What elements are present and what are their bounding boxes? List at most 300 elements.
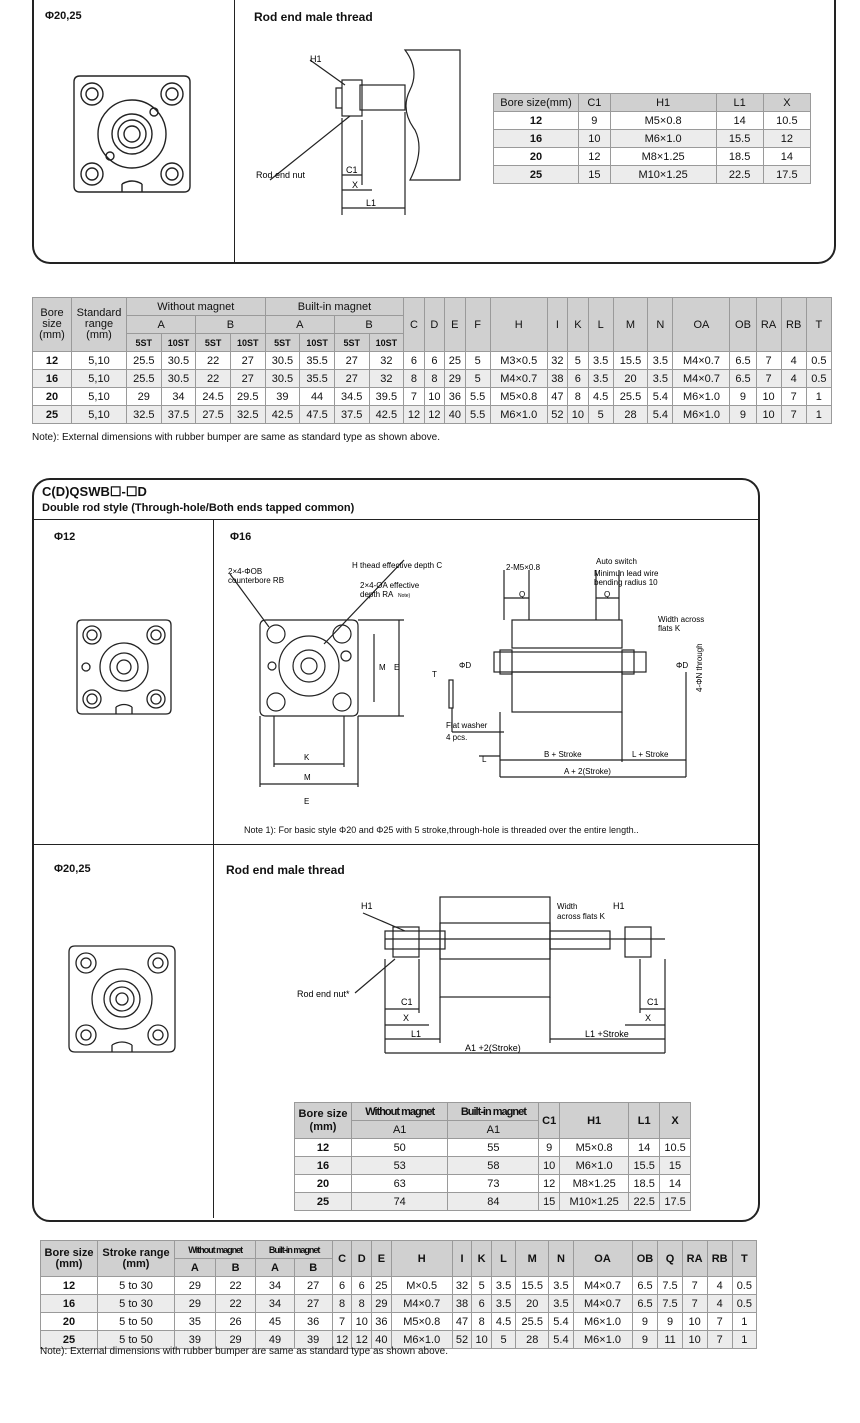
table-row [295, 1157, 691, 1175]
table-cell: 37.5 [161, 406, 196, 424]
label-x: X [352, 180, 359, 190]
label-l-stroke: L + Stroke [632, 750, 669, 759]
table-cell: 7.5 [658, 1277, 682, 1295]
table-cell: 5 to 50 [98, 1331, 175, 1349]
table-cell: 22 [215, 1277, 256, 1295]
table-cell: M6×1.0 [673, 406, 730, 424]
table-cell: 9 [658, 1313, 682, 1331]
col-header-bore: Bore size (mm) [41, 1241, 98, 1277]
table-cell: 5,10 [72, 406, 127, 424]
table-cell: 10 [682, 1313, 707, 1331]
table-cell: 28 [516, 1331, 549, 1349]
col-header: L1 [716, 94, 763, 112]
table-cell: 15 [660, 1157, 691, 1175]
label-t: T [432, 670, 437, 679]
table-cell: 20 [41, 1313, 98, 1331]
rod-end-drawing-2 [295, 893, 675, 1058]
table-cell: 9 [632, 1331, 658, 1349]
label-h1-right: H1 [613, 901, 625, 911]
label-auto-switch: Auto switch [596, 557, 637, 566]
label-width1: Width across [658, 615, 705, 624]
table-cell: 10.5 [660, 1139, 691, 1157]
table-cell: 34.5 [334, 388, 369, 406]
label-width2: flats K [658, 624, 681, 633]
table-cell: 12 [352, 1331, 372, 1349]
table-cell: 22 [215, 1295, 256, 1313]
table-cell: M4×0.7 [490, 370, 547, 388]
table-cell: 6 [352, 1277, 372, 1295]
end-view-drawing-top [70, 72, 194, 196]
table-cell: 3.5 [549, 1277, 573, 1295]
col-header: C1 [579, 94, 611, 112]
table-row [41, 1295, 757, 1313]
table-cell: 7.5 [658, 1295, 682, 1313]
table-cell: 5 [491, 1331, 515, 1349]
label-l1-stroke: L1 +Stroke [585, 1029, 629, 1039]
table-cell: 6.5 [632, 1295, 658, 1313]
table-cell: 3.5 [648, 352, 673, 370]
col-header-without: Without magnet [352, 1103, 448, 1121]
table-cell: 29 [372, 1295, 392, 1313]
table-cell: 8 [568, 388, 588, 406]
table-cell: 10 [424, 388, 444, 406]
table-row: 25 15 M10×1.25 22.5 17.5 [494, 166, 811, 184]
table-cell: M6×1.0 [573, 1331, 632, 1349]
table-cell: 25 [372, 1277, 392, 1295]
table-cell: 18.5 [629, 1175, 660, 1193]
table-cell: M5×0.8 [560, 1139, 629, 1157]
col-header-builtin: Built-in magnet [256, 1241, 332, 1259]
table-cell: 8 [424, 370, 444, 388]
table-cell: 3.5 [549, 1295, 573, 1313]
label-b-stroke: B + Stroke [544, 750, 582, 759]
table-cell: 15.5 [516, 1277, 549, 1295]
table-cell: 4 [781, 352, 806, 370]
label-ob: 2×4-ΦOB [228, 567, 263, 576]
table-cell: 32 [369, 370, 404, 388]
table-cell: 25 [33, 406, 72, 424]
table-2-note: Note): External dimensions with rubber bumper are same as standard type as shown above. [40, 1346, 448, 1357]
label-oa: 2×4-OA effective [360, 581, 420, 590]
table-cell: 6 [472, 1295, 492, 1313]
table-2-mini-body [295, 1139, 691, 1211]
table-cell: 12 [33, 352, 72, 370]
table-cell: 9 [539, 1139, 560, 1157]
col-header: H1 [610, 94, 716, 112]
table-cell: 5.5 [465, 406, 490, 424]
label-e-vert: E [394, 663, 400, 672]
label-note-sup: Note) [398, 593, 411, 599]
table-cell: 74 [352, 1193, 448, 1211]
table-cell: 9 [730, 406, 756, 424]
table-cell: 4.5 [588, 388, 613, 406]
table-row [295, 1193, 691, 1211]
table-cell: 10 [352, 1313, 372, 1331]
table-cell: 29 [445, 370, 465, 388]
table-cell: 5,10 [72, 370, 127, 388]
table-cell: 6 [424, 352, 444, 370]
label-lead1: Minimun lead wire [594, 569, 659, 578]
table-cell: 6 [568, 370, 588, 388]
table-cell: 27 [334, 352, 369, 370]
table-cell: 34 [256, 1295, 294, 1313]
table-cell: 36 [445, 388, 465, 406]
table-2-body [41, 1277, 757, 1349]
table-cell: 12 [332, 1331, 352, 1349]
table-cell: 5.4 [648, 406, 673, 424]
label-e: E [304, 797, 310, 806]
table-row [33, 406, 832, 424]
table-cell: 42.5 [369, 406, 404, 424]
table-cell: 3.5 [588, 370, 613, 388]
table-cell: 3.5 [588, 352, 613, 370]
table-cell: M4×0.7 [573, 1295, 632, 1313]
table-cell: 28 [613, 406, 648, 424]
rod-title-2: Rod end male thread [226, 863, 345, 877]
table-cell: 55 [448, 1139, 539, 1157]
label-d: ΦD [459, 661, 472, 670]
label-l1: L1 [366, 198, 377, 208]
table-cell: 15.5 [629, 1157, 660, 1175]
table-cell: 73 [448, 1175, 539, 1193]
table-cell: M6×1.0 [490, 406, 547, 424]
subtitle: Double rod style (Through-hole/Both ends tapped common) [42, 502, 355, 514]
table-cell: 1 [806, 388, 831, 406]
table-cell: 4 [707, 1277, 732, 1295]
table-cell: 32 [452, 1277, 472, 1295]
table-row: 16 10 M6×1.0 15.5 12 [494, 130, 811, 148]
phi16-label: Φ16 [230, 531, 252, 543]
label-pcs: 4 pcs. [446, 733, 468, 742]
table-cell: 5.4 [549, 1331, 573, 1349]
label-m: M [304, 773, 311, 782]
table-cell: 25 [295, 1193, 352, 1211]
table-cell: 30.5 [265, 352, 300, 370]
table-cell: 25.5 [127, 370, 162, 388]
table-row [41, 1277, 757, 1295]
table-cell: 7 [404, 388, 424, 406]
table-cell: 32 [369, 352, 404, 370]
table-cell: 12 [424, 406, 444, 424]
table-cell: 0.5 [806, 370, 831, 388]
table-cell: 84 [448, 1193, 539, 1211]
table-cell: 5.5 [465, 388, 490, 406]
table-cell: 10 [539, 1157, 560, 1175]
label-x-left: X [403, 1013, 410, 1023]
table-cell: 53 [352, 1157, 448, 1175]
table-cell: 5 to 30 [98, 1277, 175, 1295]
col-header-without-magnet: Without magnet [127, 298, 266, 316]
table-cell: 16 [33, 370, 72, 388]
table-cell: 34 [256, 1277, 294, 1295]
col-header-range: Standard range (mm) [72, 298, 127, 352]
table-cell: 14 [629, 1139, 660, 1157]
rod-end-drawing-top [250, 40, 480, 230]
table-cell: 29 [175, 1295, 216, 1313]
table-cell: 5 [465, 370, 490, 388]
table-1-body [33, 352, 832, 424]
table-cell: 7 [682, 1295, 707, 1313]
table-cell: 39 [294, 1331, 332, 1349]
table-cell: M6×1.0 [573, 1313, 632, 1331]
col-header: Bore size(mm) [494, 94, 579, 112]
table-cell: 47 [452, 1313, 472, 1331]
table-cell: 47.5 [300, 406, 335, 424]
table-cell: 10 [756, 406, 781, 424]
table-cell: 38 [452, 1295, 472, 1313]
table-cell: 25 [41, 1331, 98, 1349]
table-cell: 34 [161, 388, 196, 406]
table-cell: M4×0.7 [573, 1277, 632, 1295]
table-cell: 7 [707, 1313, 732, 1331]
table-cell: 5 [568, 352, 588, 370]
table-cell: M4×0.7 [673, 370, 730, 388]
table-cell: 7 [332, 1313, 352, 1331]
table-cell: 8 [472, 1313, 492, 1331]
table-cell: 49 [256, 1331, 294, 1349]
table-cell: 1 [732, 1331, 756, 1349]
divider-line [213, 845, 214, 1218]
table-cell: M6×1.0 [560, 1157, 629, 1175]
table-cell: 12 [41, 1277, 98, 1295]
table-cell: 12 [404, 406, 424, 424]
table-cell: 3.5 [491, 1277, 515, 1295]
phi2025-label: Φ20,25 [54, 863, 91, 875]
table-cell: 24.5 [196, 388, 231, 406]
table-cell: 6 [332, 1277, 352, 1295]
table-cell: 32 [547, 352, 567, 370]
divider-line [34, 519, 758, 520]
table-cell: 30.5 [161, 370, 196, 388]
table-cell: 36 [294, 1313, 332, 1331]
label-d2: ΦD [676, 661, 689, 670]
label-rod-end-nut: Rod end nut [256, 170, 306, 180]
table-row [41, 1313, 757, 1331]
table-cell: 63 [352, 1175, 448, 1193]
table-cell: 40 [372, 1331, 392, 1349]
table-cell: 35.5 [300, 352, 335, 370]
label-h1-left: H1 [361, 901, 373, 911]
table-1-note: Note): External dimensions with rubber bumper are same as standard type as shown above. [32, 432, 440, 443]
table-cell: 6.5 [730, 352, 756, 370]
table-cell: 5 to 30 [98, 1295, 175, 1313]
table-cell: 8 [332, 1295, 352, 1313]
table-cell: 10 [472, 1331, 492, 1349]
dimension-table-1: Bore size (mm) Standard range (mm) Without magnet Built-in magnet C D E F H I K L M N OA OB RA RB T A B A B 5ST 10ST 5ST 10ST 5ST 10ST 5ST 10ST 12 5,10 25.5 30.5 22 27 30.5 35.5 27 32 6 6 25 5 M3×0.5 32 5 3.5 15.5 3.5 M4×0.7 6.5 7 4 0.5 16 5,10 25.5 30.5 22 27 30.5 35.5 27 32 8 8 29 5 M4×0.7 38 6 3.5 20 3.5 M4×0.7 6.5 7 4 0.5 20 5,10 29 34 24.5 29.5 39 44 34.5 39.5 7 10 36 5.5 M5×0.8 47 8 4.5 25.5 5.4 M6×1.0 9 10 7 1 25 5,10 32.5 37.5 27.5 32.5 42.5 47.5 37.5 42.5 12 12 40 5.5 M6×1.0 52 10 5 28 5.4 M6×1.0 9 10 7 1 [32, 297, 832, 424]
table-cell: 7 [781, 388, 806, 406]
table-row [295, 1139, 691, 1157]
label-x-right: X [645, 1013, 652, 1023]
table-cell: 15.5 [613, 352, 648, 370]
table-cell: 35.5 [300, 370, 335, 388]
table-cell: M10×1.25 [560, 1193, 629, 1211]
table-cell: 16 [41, 1295, 98, 1313]
table-row [33, 370, 832, 388]
table-cell: M5×0.8 [490, 388, 547, 406]
col-header-builtin-magnet: Built-in magnet [265, 298, 404, 316]
table-cell: 5.4 [648, 388, 673, 406]
table-row [295, 1175, 691, 1193]
table-cell: 30.5 [265, 370, 300, 388]
table-cell: 27 [294, 1295, 332, 1313]
divider-line [213, 520, 214, 844]
table-cell: 29 [175, 1277, 216, 1295]
table-cell: 9 [730, 388, 756, 406]
table-cell: 8 [352, 1295, 372, 1313]
table-cell: 25 [445, 352, 465, 370]
label-h1: H1 [310, 54, 322, 64]
table-cell: 7 [781, 406, 806, 424]
table-cell: 1 [806, 406, 831, 424]
label-a1-stroke: A1 +2(Stroke) [465, 1043, 521, 1053]
rod-end-table-2: Bore size (mm) Without magnet Built-in magnet C1 H1 L1 X A1 A1 12 50 55 9 M5×0.8 14 10.5 16 53 58 10 M6×1.0 15.5 15 20 63 73 12 M8×1.25 18.5 14 25 74 84 15 M10×1.25 22.5 17.5 [294, 1102, 691, 1211]
table-cell: 4.5 [491, 1313, 515, 1331]
table-cell: 39 [265, 388, 300, 406]
table-row [33, 352, 832, 370]
table-cell: 40 [445, 406, 465, 424]
table-cell: 42.5 [265, 406, 300, 424]
table-cell: 10 [756, 388, 781, 406]
end-view-phi2025 [66, 943, 178, 1055]
label-width-1: Width [557, 902, 578, 911]
table-cell: 5 to 50 [98, 1313, 175, 1331]
table-cell: 29 [215, 1331, 256, 1349]
note1: Note 1): For basic style Φ20 and Φ25 with 5 stroke,through-hole is threaded over the entire length.. [244, 825, 639, 835]
table-cell: 45 [256, 1313, 294, 1331]
table-cell: 20 [33, 388, 72, 406]
table-cell: 30.5 [161, 352, 196, 370]
table-cell: 4 [707, 1295, 732, 1313]
col-header-bore: Bore size (mm) [295, 1103, 352, 1139]
phi12-label: Φ12 [54, 531, 76, 543]
table-cell: 39 [175, 1331, 216, 1349]
label-c1-left: C1 [401, 997, 413, 1007]
table-cell: 37.5 [334, 406, 369, 424]
end-view-phi12 [74, 617, 174, 717]
table-cell: 25.5 [516, 1313, 549, 1331]
label-m5: 2-M5×0.8 [506, 563, 541, 572]
label-c1: C1 [346, 165, 358, 175]
table-cell: 39.5 [369, 388, 404, 406]
label-a-stroke: A + 2(Stroke) [564, 767, 611, 776]
table-cell: M6×1.0 [391, 1331, 452, 1349]
table-cell: 5 [465, 352, 490, 370]
label-counterbore: counterbore RB [228, 576, 285, 585]
table-cell: 44 [300, 388, 335, 406]
label-l: L [482, 755, 487, 764]
col-header-bore: Bore size (mm) [33, 298, 72, 352]
label-q1: Q [519, 590, 526, 599]
table-cell: 3.5 [648, 370, 673, 388]
table-cell: 38 [547, 370, 567, 388]
label-c1-right: C1 [647, 997, 659, 1007]
label-rod-end-nut-2: Rod end nut* [297, 989, 350, 999]
divider-line [34, 844, 758, 845]
table-cell: 20 [613, 370, 648, 388]
table-cell: 50 [352, 1139, 448, 1157]
table-cell: 20 [516, 1295, 549, 1313]
table-cell: 5 [472, 1277, 492, 1295]
label-ra: depth RA [360, 590, 394, 599]
label-flat-washer: Flat washer [446, 721, 488, 730]
table-row [33, 388, 832, 406]
table-cell: 26 [215, 1313, 256, 1331]
table-cell: M8×1.25 [560, 1175, 629, 1193]
table-cell: 27 [230, 352, 265, 370]
table-cell: 22 [196, 352, 231, 370]
table-cell: M×0.5 [391, 1277, 452, 1295]
table-cell: 22 [196, 370, 231, 388]
label-lead2: bending radius 10 [594, 578, 658, 587]
top-divider [234, 0, 235, 262]
table-cell: 58 [448, 1157, 539, 1175]
table-cell: M4×0.7 [673, 352, 730, 370]
table-cell: 11 [658, 1331, 682, 1349]
label-k: K [304, 753, 310, 762]
table-cell: 6.5 [730, 370, 756, 388]
table-cell: 5.4 [549, 1313, 573, 1331]
col-header-builtin: Built-in magnet [448, 1103, 539, 1121]
table-cell: 52 [547, 406, 567, 424]
table-row: 20 12 M8×1.25 18.5 14 [494, 148, 811, 166]
label-l1-left: L1 [411, 1029, 422, 1039]
top-phi-label: Φ20,25 [45, 10, 82, 22]
top-rod-title: Rod end male thread [254, 10, 373, 24]
label-q2: Q [604, 590, 611, 599]
table-cell: 15 [539, 1193, 560, 1211]
table-cell: 12 [539, 1175, 560, 1193]
table-cell: 27 [230, 370, 265, 388]
label-hthead: H thead effective depth C [352, 561, 443, 570]
table-cell: 8 [404, 370, 424, 388]
table-cell: 32.5 [127, 406, 162, 424]
table-cell: 5,10 [72, 388, 127, 406]
table-row: 12 9 M5×0.8 14 10.5 [494, 112, 811, 130]
table-cell: 12 [295, 1139, 352, 1157]
table-cell: 47 [547, 388, 567, 406]
table-cell: 27 [334, 370, 369, 388]
rod-end-table-top [493, 93, 811, 184]
table-cell: 14 [660, 1175, 691, 1193]
table-cell: 5,10 [72, 352, 127, 370]
table-cell: 4 [781, 370, 806, 388]
table-cell: 36 [372, 1313, 392, 1331]
label-n-through: 4-ΦN through [695, 643, 704, 692]
table-cell: 17.5 [660, 1193, 691, 1211]
label-m-vert: M [379, 663, 386, 672]
table-cell: 7 [756, 370, 781, 388]
table-cell: 0.5 [732, 1295, 756, 1313]
table-cell: 32.5 [230, 406, 265, 424]
dimension-table-2: Bore size (mm) Stroke range (mm) Without magnet Built-in magnet C D E H I K L M N OA OB Q RA RB T A B A B 12 5 to 30 29 22 34 27 6 6 25 M×0.5 32 5 3.5 15.5 3.5 M4×0.7 6.5 7.5 7 4 0.5 16 5 to 30 29 22 34 27 8 8 29 M4×0.7 38 6 3.5 20 3.5 M4×0.7 6.5 7.5 7 4 0.5 20 5 to 50 35 26 45 36 7 10 36 M5×0.8 47 8 4.5 25.5 5.4 M6×1.0 9 9 10 7 1 25 5 to 50 39 29 49 39 12 12 40 M6×1.0 52 10 5 28 5.4 M6×1.0 9 11 10 7 1 [40, 1240, 757, 1349]
table-cell: 9 [632, 1313, 658, 1331]
table-cell: 5 [588, 406, 613, 424]
table-cell: 10 [682, 1331, 707, 1349]
table-cell: 16 [295, 1157, 352, 1175]
table-cell: 7 [707, 1331, 732, 1349]
table-cell: 10 [568, 406, 588, 424]
table-cell: 27.5 [196, 406, 231, 424]
table-cell: 52 [452, 1331, 472, 1349]
table-cell: 29.5 [230, 388, 265, 406]
table-cell: 25.5 [127, 352, 162, 370]
table-cell: 6 [404, 352, 424, 370]
col-header: X [763, 94, 810, 112]
table-cell: 0.5 [732, 1277, 756, 1295]
table-cell: M6×1.0 [673, 388, 730, 406]
table-cell: 35 [175, 1313, 216, 1331]
table-cell: M3×0.5 [490, 352, 547, 370]
